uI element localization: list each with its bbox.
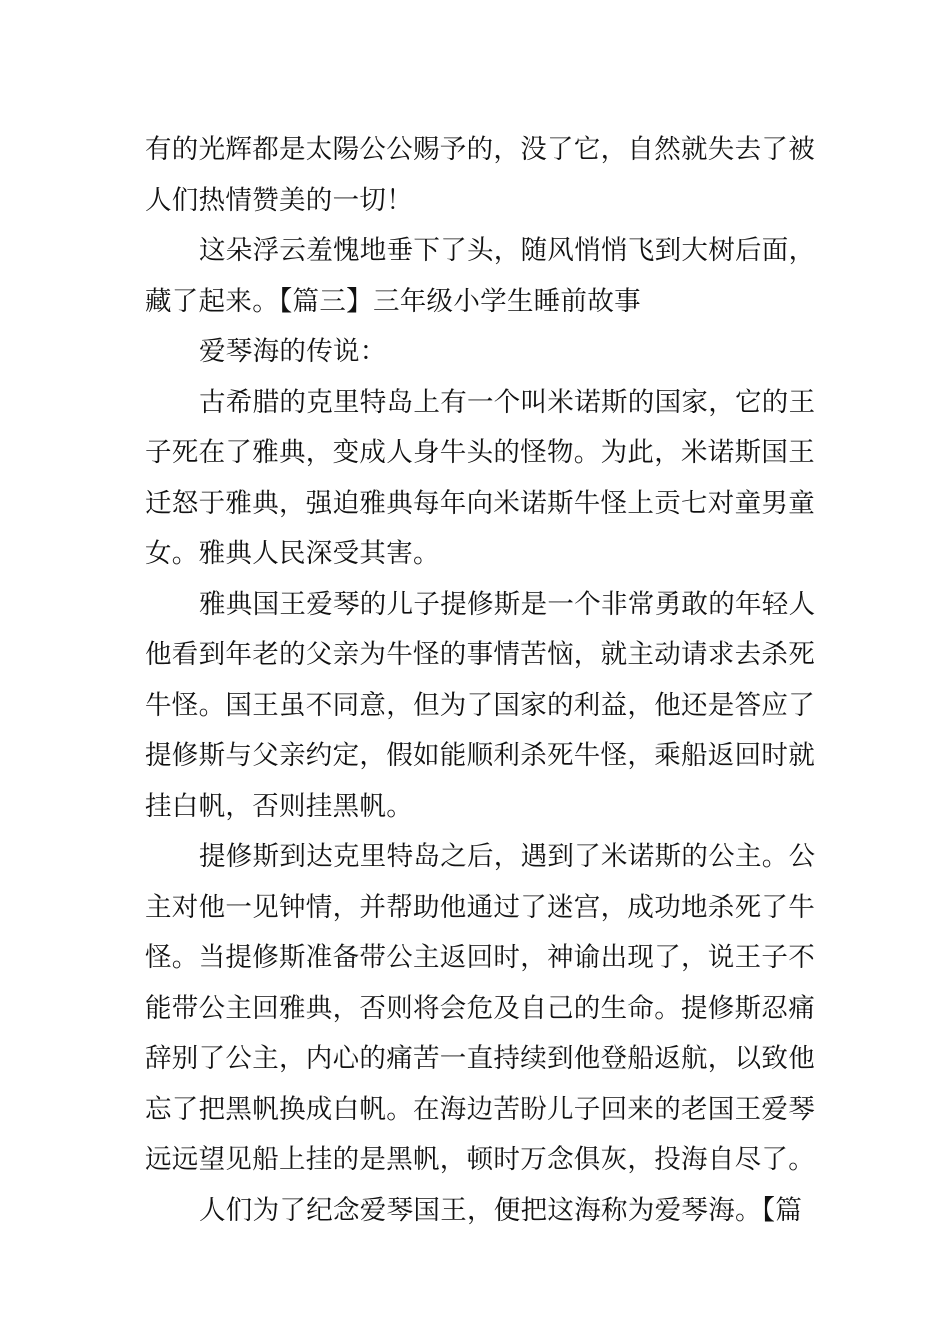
text-line: 爱琴海的传说： (199, 336, 387, 367)
text-line: 这朵浮云羞愧地垂下了头，随风悄悄飞到大树后面， (199, 235, 816, 266)
text-line: 提修斯到达克里特岛之后，遇到了米诺斯的公主。公 (199, 841, 816, 872)
text-line: 人们为了纪念爱琴国王，便把这海称为爱琴海。【篇 (199, 1194, 803, 1226)
text-line: 怪。当提修斯准备带公主返回时，神谕出现了，说王子不 (145, 942, 815, 973)
text-line: 雅典国王爱琴的儿子提修斯是一个非常勇敢的年轻人 (199, 588, 816, 620)
body-text (145, 125, 816, 1236)
text-line: 提修斯与父亲约定，假如能顺利杀死牛怪，乘船返回时就 (145, 740, 815, 771)
text-line: 能带公主回雅典，否则将会危及自己的生命。提修斯忍痛 (145, 992, 815, 1024)
text-line: 子死在了雅典，变成人身牛头的怪物。为此，米诺斯国王 (145, 437, 815, 468)
text-line: 主对他一见钟情，并帮助他通过了迷宫，成功地杀死了牛 (145, 891, 815, 923)
text-line: 女。雅典人民深受其害。 (145, 538, 440, 569)
text-line: 挂白帆，否则挂黑帆。 (145, 790, 413, 822)
text-line: 迁怒于雅典，强迫雅典每年向米诺斯牛怪上贡七对童男童 (145, 487, 815, 519)
text-line: 牛怪。国王虽不同意，但为了国家的利益，他还是答应了 (145, 689, 815, 721)
text-line: 他看到年老的父亲为牛怪的事情苦恼，就主动请求去杀死 (145, 639, 815, 670)
text-line: 古希腊的克里特岛上有一个叫米诺斯的国家，它的王 (199, 386, 816, 418)
text-line: 人们热情赞美的一切！ (145, 184, 413, 216)
text-line: 有的光辉都是太陽公公赐予的，没了它，自然就失去了被 (145, 134, 815, 165)
text-line: 忘了把黑帆换成白帆。在海边苦盼儿子回来的老国王爱琴 (145, 1093, 815, 1125)
text-line: 辞别了公主，内心的痛苦一直持续到他登船返航，以致他 (145, 1043, 815, 1074)
text-line: 藏了起来。【篇三】三年级小学生睡前故事 (145, 285, 641, 317)
text-line: 远远望见船上挂的是黑帆，顿时万念俱灰，投海自尽了。 (145, 1144, 815, 1175)
